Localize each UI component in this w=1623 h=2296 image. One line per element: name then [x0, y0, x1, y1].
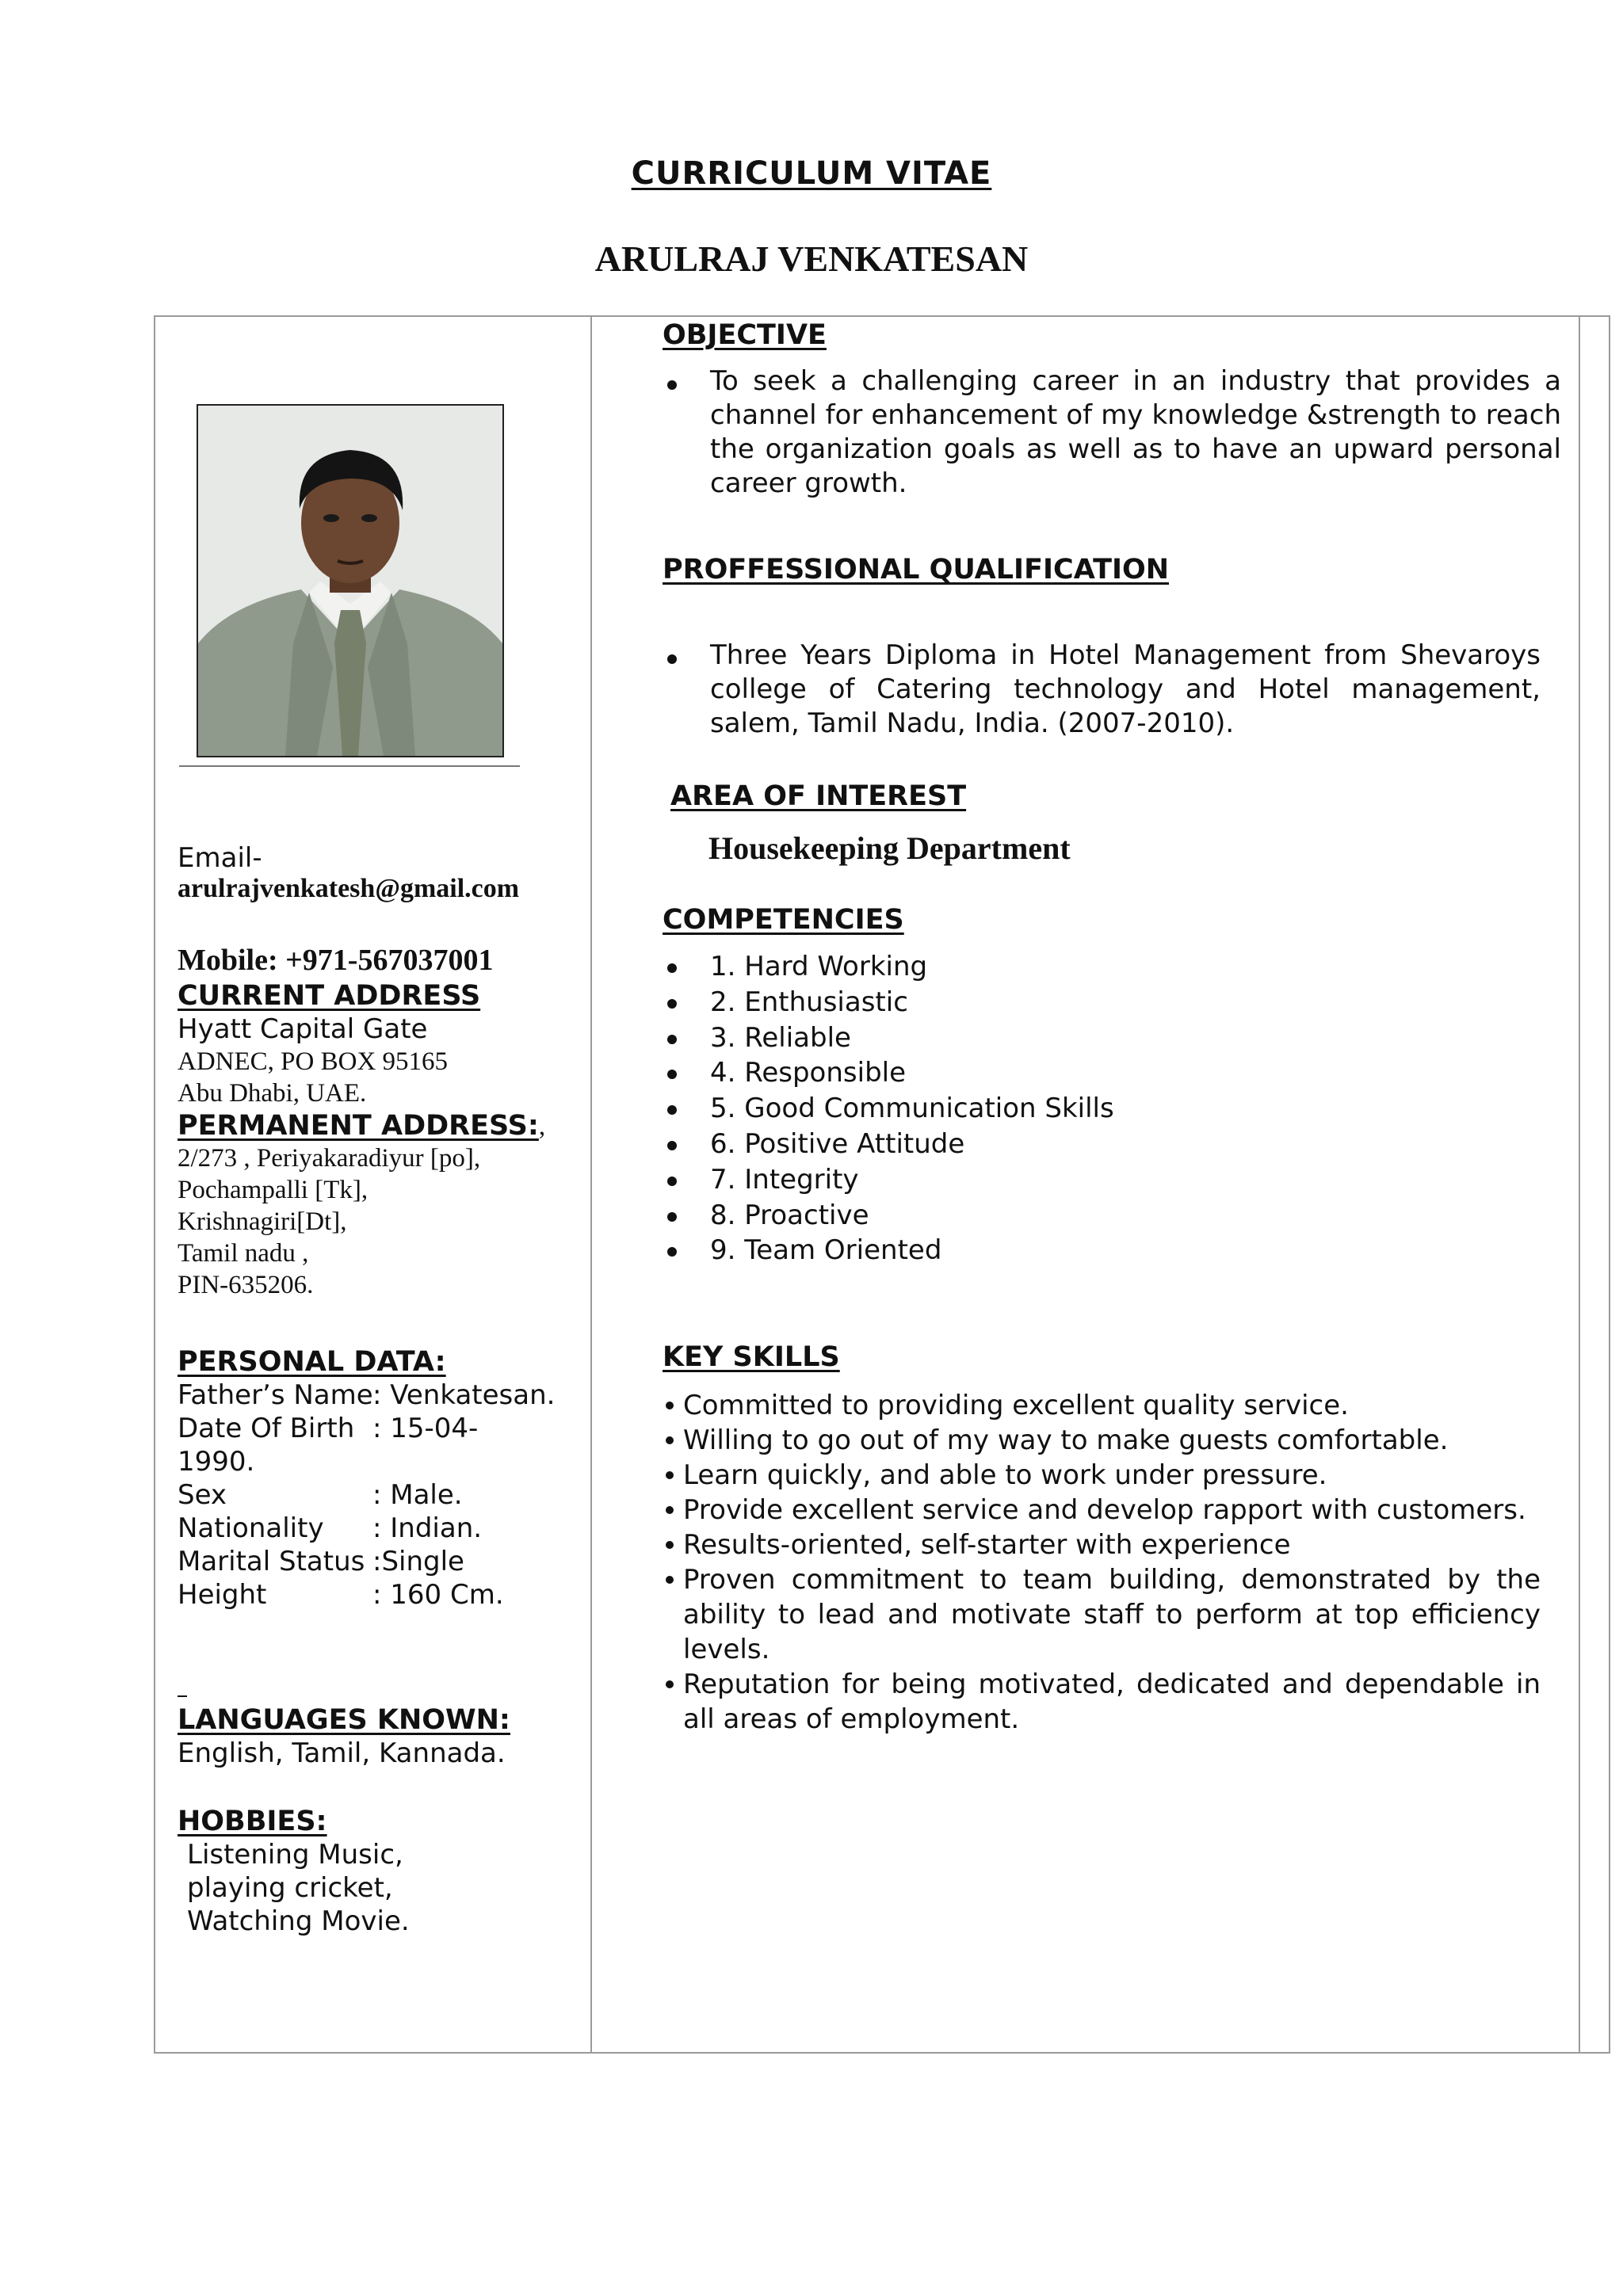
right-margin-divider	[1579, 315, 1580, 2054]
bullet-icon	[667, 654, 677, 664]
objective-text: To seek a challenging career in an industry that provides a channel for enhancement of my knowledge &strength to reach the organization goals as well as to have an upward personal career growth.	[710, 365, 1561, 499]
personal-data-key: Marital Status	[178, 1546, 365, 1577]
email-label: Email-	[178, 842, 262, 874]
stray-dash-mark	[178, 1695, 187, 1697]
key-skill-item: Willing to go out of my way to make guests comfortable.	[663, 1423, 1541, 1458]
competency-item: 9. Team Oriented	[663, 1233, 1534, 1268]
hobbies-heading: HOBBIES:	[178, 1806, 327, 1837]
permanent-address-heading-suffix: ,	[538, 1112, 546, 1141]
personal-data-key: Father’s Name	[178, 1379, 373, 1411]
hobby-item: playing cricket,	[187, 1872, 393, 1904]
competency-item: 3. Reliable	[663, 1020, 1534, 1056]
personal-data-row	[178, 1379, 574, 1412]
bullet-icon	[666, 1471, 674, 1479]
bullet-icon	[667, 1212, 677, 1222]
bullet-icon	[666, 1680, 674, 1688]
key-skills-list	[663, 1388, 1541, 1737]
profile-photo-frame	[178, 396, 518, 767]
column-divider	[590, 315, 592, 2054]
personal-data-value: : Indian.	[372, 1512, 483, 1544]
profile-photo	[197, 404, 504, 757]
personal-data-list	[178, 1379, 574, 1611]
personal-data-value: : 15-04-	[372, 1413, 479, 1444]
personal-data-row	[178, 1445, 574, 1478]
permanent-address-line: Krishnagiri[Dt],	[178, 1207, 347, 1236]
permanent-address-line: 2/273 , Periyakaradiyur [po],	[178, 1144, 481, 1173]
competencies-list	[663, 949, 1534, 1268]
competency-item: 1. Hard Working	[663, 949, 1534, 985]
bullet-icon	[667, 1177, 677, 1186]
languages-heading: LANGUAGES KNOWN:	[178, 1704, 510, 1736]
personal-data-value: : 160 Cm.	[372, 1579, 504, 1611]
key-skill-item: Provide excellent service and develop rapport with customers.	[663, 1493, 1541, 1527]
mobile-number: Mobile: +971-567037001	[178, 944, 494, 977]
competencies-heading: COMPETENCIES	[663, 904, 904, 936]
current-address-heading: CURRENT ADDRESS	[178, 980, 481, 1012]
objective-heading: OBJECTIVE	[663, 319, 827, 351]
languages-value: English, Tamil, Kannada.	[178, 1737, 506, 1769]
personal-data-row	[178, 1478, 574, 1512]
bullet-icon	[666, 1402, 674, 1409]
hobby-item: Listening Music,	[187, 1839, 403, 1871]
qualification-heading: PROFFESSIONAL QUALIFICATION	[663, 554, 1170, 585]
current-address-line: ADNEC, PO BOX 95165	[178, 1047, 449, 1076]
photo-underline	[179, 765, 520, 767]
competency-item: 2. Enthusiastic	[663, 985, 1534, 1020]
personal-data-value: : Venkatesan.	[372, 1379, 556, 1411]
personal-data-value: : Male.	[372, 1479, 463, 1511]
permanent-address-line: PIN-635206.	[178, 1271, 314, 1299]
qualification-item	[663, 639, 1541, 741]
permanent-address-heading-row	[178, 1109, 545, 1142]
objective-item	[663, 364, 1561, 501]
area-of-interest-value: Housekeeping Department	[708, 830, 1071, 866]
qualification-text: Three Years Diploma in Hotel Management from Shevaroys college of Catering technology and Hotel management, salem, Tamil Nadu, India. (2007-2010).	[710, 639, 1541, 739]
current-address-line: Abu Dhabi, UAE.	[178, 1079, 367, 1108]
personal-data-key: Height	[178, 1579, 267, 1611]
permanent-address-line: Pochampalli [Tk],	[178, 1176, 369, 1204]
bullet-icon	[667, 1105, 677, 1115]
bullet-icon	[666, 1576, 674, 1584]
bullet-icon	[667, 963, 677, 973]
personal-data-value: :Single	[372, 1546, 464, 1577]
bullet-icon	[666, 1436, 674, 1444]
key-skill-item: Reputation for being motivated, dedicated and dependable in all areas of employment.	[663, 1667, 1541, 1737]
personal-data-heading: PERSONAL DATA:	[178, 1346, 446, 1378]
competency-item: 4. Responsible	[663, 1055, 1534, 1091]
bullet-icon	[666, 1541, 674, 1549]
personal-data-row	[178, 1512, 574, 1545]
competency-item: 5. Good Communication Skills	[663, 1091, 1534, 1127]
document-title: CURRICULUM VITAE	[631, 155, 992, 192]
competency-item: 7. Integrity	[663, 1162, 1534, 1198]
key-skill-item: Committed to providing excellent quality service.	[663, 1388, 1541, 1423]
permanent-address-line: Tamil nadu ,	[178, 1239, 309, 1268]
area-of-interest-heading: AREA OF INTEREST	[670, 780, 967, 812]
bullet-icon	[667, 380, 677, 390]
personal-data-key: Sex	[178, 1479, 227, 1511]
bullet-icon	[667, 999, 677, 1009]
competency-item: 6. Positive Attitude	[663, 1127, 1534, 1162]
bullet-icon	[667, 1141, 677, 1150]
bullet-icon	[666, 1506, 674, 1514]
email-address: arulrajvenkatesh@gmail.com	[178, 874, 520, 903]
personal-data-key: Date Of Birth	[178, 1413, 364, 1444]
personal-data-key: Nationality	[178, 1512, 324, 1544]
bullet-icon	[667, 1035, 677, 1044]
key-skill-item: Learn quickly, and able to work under pressure.	[663, 1458, 1541, 1493]
hobby-item: Watching Movie.	[187, 1905, 410, 1937]
permanent-address-heading: PERMANENT ADDRESS:	[178, 1110, 539, 1142]
personal-data-row	[178, 1412, 574, 1445]
candidate-name: ARULRAJ VENKATESAN	[594, 238, 1029, 279]
personal-data-row	[178, 1578, 574, 1611]
personal-data-key: 1990.	[178, 1446, 255, 1478]
current-address-line: Hyatt Capital Gate	[178, 1013, 428, 1045]
key-skills-heading: KEY SKILLS	[663, 1341, 840, 1373]
key-skill-item: Results-oriented, self-starter with experience	[663, 1527, 1541, 1562]
bullet-icon	[667, 1247, 677, 1257]
bullet-icon	[667, 1070, 677, 1079]
personal-data-row	[178, 1545, 574, 1578]
key-skill-item: Proven commitment to team building, demonstrated by the ability to lead and motivate staff to perform at top efficiency levels.	[663, 1562, 1541, 1667]
competency-item: 8. Proactive	[663, 1198, 1534, 1234]
